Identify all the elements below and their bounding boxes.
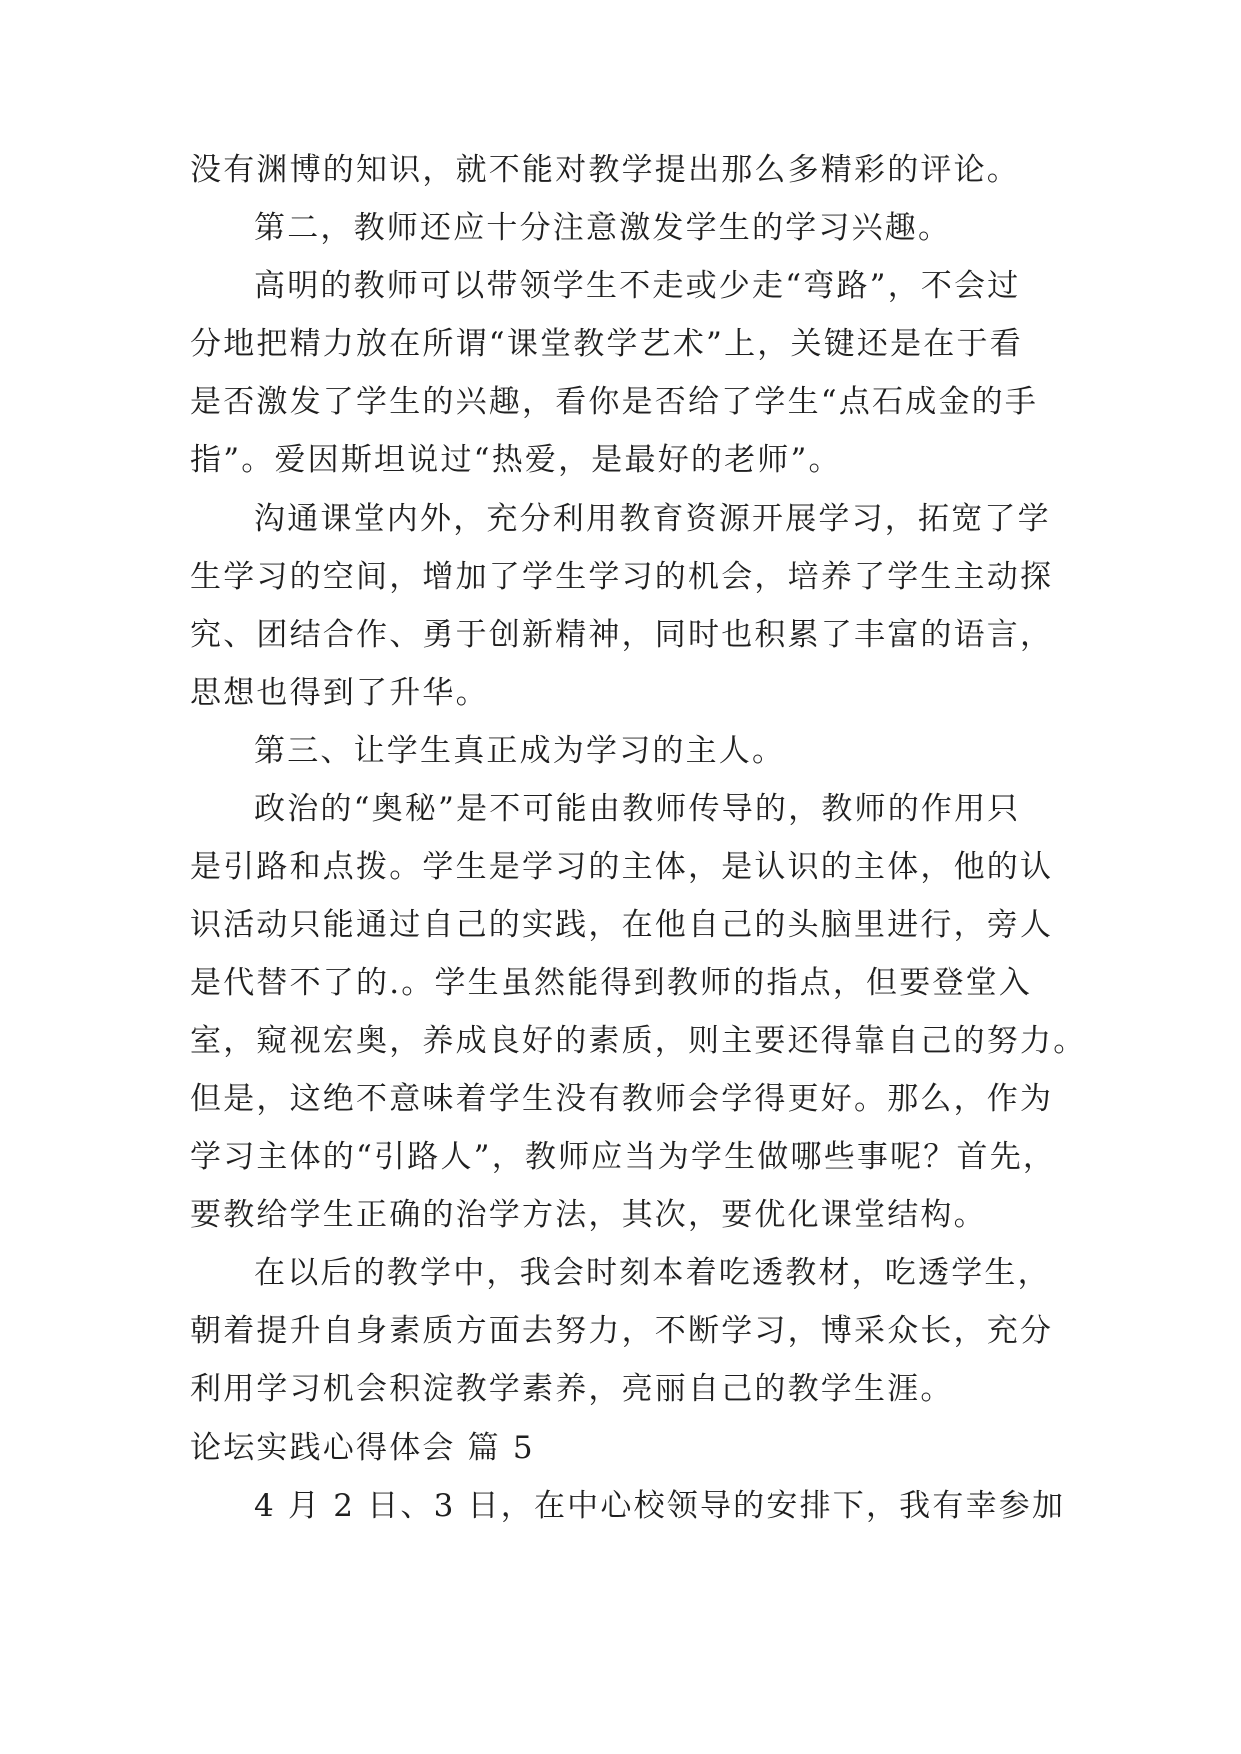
section-heading: 第二，教师还应十分注意激发学生的学习兴趣。 bbox=[254, 210, 952, 246]
text-line: 利用学习机会积淀教学素养，亮丽自己的教学生涯。 bbox=[190, 1371, 954, 1407]
text-line: 没有渊博的知识，就不能对教学提出那么多精彩的评论。 bbox=[190, 152, 1020, 188]
section-heading: 第三、让学生真正成为学习的主人。 bbox=[254, 733, 786, 769]
text-line: 政治的“奥秘”是不可能由教师传导的，教师的作用只 bbox=[254, 791, 1021, 827]
text-line: 是代替不了的.。学生虽然能得到教师的指点，但要登堂入 bbox=[190, 965, 1033, 1001]
text-line: 朝着提升自身素质方面去努力，不断学习，博采众长，充分 bbox=[190, 1313, 1054, 1349]
text-line: 识活动只能通过自己的实践，在他自己的头脑里进行，旁人 bbox=[190, 907, 1054, 943]
text-line: 但是，这绝不意味着学生没有教师会学得更好。那么，作为 bbox=[190, 1081, 1054, 1117]
text-line: 是否激发了学生的兴趣，看你是否给了学生“点石成金的手 bbox=[190, 384, 1039, 420]
text-line: 学习主体的“引路人”，教师应当为学生做哪些事呢？首先， bbox=[190, 1139, 1057, 1175]
text-line: 生学习的空间，增加了学生学习的机会，培养了学生主动探 bbox=[190, 559, 1054, 595]
text-line: 4 月 2 日、3 日，在中心校领导的安排下，我有幸参加 bbox=[254, 1488, 1066, 1524]
text-line: 究、团结合作、勇于创新精神，同时也积累了丰富的语言， bbox=[190, 617, 1054, 653]
text-line: 室，窥视宏奥，养成良好的素质，则主要还得靠自己的努力。 bbox=[190, 1023, 1087, 1059]
text-line: 沟通课堂内外，充分利用教育资源开展学习，拓宽了学 bbox=[254, 501, 1051, 537]
text-line: 思想也得到了升华。 bbox=[190, 675, 489, 711]
text-line: 高明的教师可以带领学生不走或少走“弯路”，不会过 bbox=[254, 268, 1021, 304]
text-line: 分地把精力放在所谓“课堂教学艺术”上，关键还是在于看 bbox=[190, 326, 1023, 362]
text-line: 是引路和点拨。学生是学习的主体，是认识的主体，他的认 bbox=[190, 849, 1054, 885]
text-line: 指”。爱因斯坦说过“热爱，是最好的老师”。 bbox=[190, 442, 842, 478]
text-line: 在以后的教学中，我会时刻本着吃透教材，吃透学生， bbox=[254, 1255, 1051, 1291]
article-title: 论坛实践心得体会 篇 5 bbox=[190, 1430, 535, 1466]
text-line: 要教给学生正确的治学方法，其次，要优化课堂结构。 bbox=[190, 1197, 987, 1233]
